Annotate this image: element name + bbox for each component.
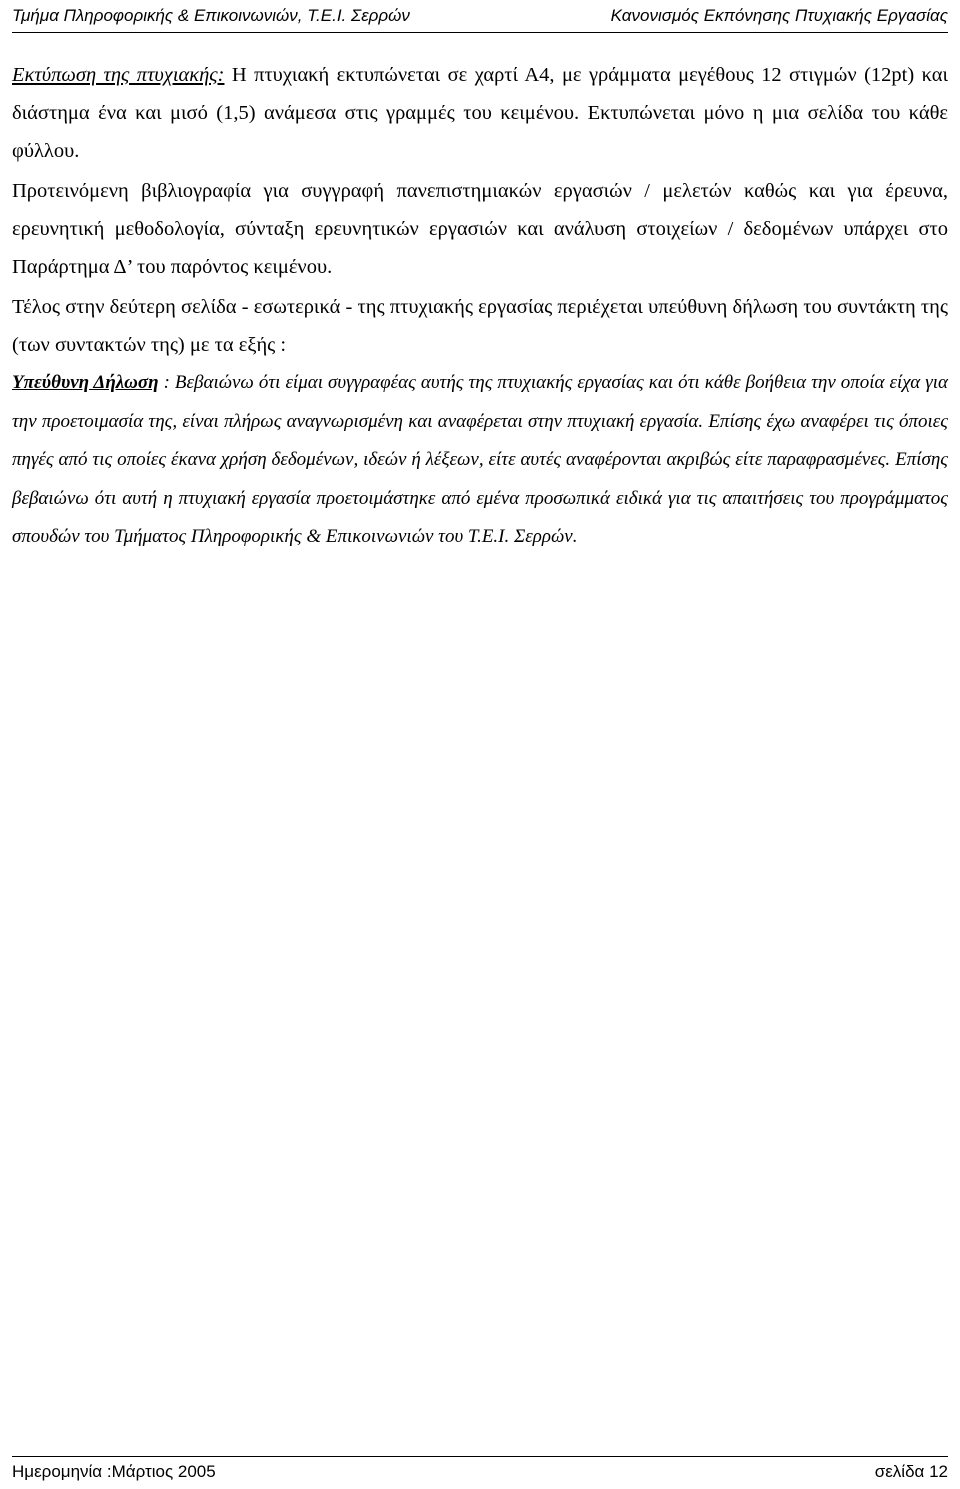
printing-text: Η πτυχιακή εκτυπώνεται σε χαρτί Α4, με γράμματα μεγέθους 12 στιγμών (12pt) και διάστημα ένα και μισό (1,5) ανάμεσα στις γραμμές του κειμένου. Εκτυπώνεται μόνο η μια σελίδα του κάθε φύλλου.: [12, 64, 949, 162]
page-header: [12, 0, 948, 33]
footer-page-number: σελίδα 12: [874, 1462, 948, 1481]
document-body: [12, 56, 948, 557]
header-department: Τμήμα Πληροφορικής & Επικοινωνιών, Τ.Ε.Ι. Σερρών: [12, 6, 410, 25]
declaration-paragraph: [12, 364, 948, 557]
footer-date: Ημερομηνία :Μάρτιος 2005: [12, 1462, 216, 1481]
footer-divider: [12, 1456, 948, 1457]
printing-paragraph: [12, 56, 948, 170]
declaration-label: Υπεύθυνη Δήλωση: [12, 372, 159, 393]
printing-label: Εκτύπωση της πτυχιακής:: [12, 64, 225, 86]
page-footer: [12, 1462, 948, 1482]
header-document-title: Κανονισμός Εκπόνησης Πτυχιακής Εργασίας: [610, 6, 948, 25]
declaration-text: : Βεβαιώνω ότι είμαι συγγραφέας αυτής της πτυχιακής εργασίας και ότι κάθε βοήθεια την οποία είχα για την προετοιμασία της, είναι πλήρως αναγνωρισμένη και αναφέρεται στην πτυχιακή εργασία. Επίσης έχω αναφέρει τις όποιες πηγές από τις οποίες έκανα χρήση δεδομένων, ιδεών ή λέξεων, είτε αυτές αναφέρονται ακριβώς είτε παραφρασμένες. Επίσης βεβαιώνω ότι αυτή η πτυχιακή εργασία προετοιμάστηκε από εμένα προσωπικά ειδικά για τις απαιτήσεις του προγράμματος σπουδών του Τμήματος Πληροφορικής & Επικοινωνιών του Τ.Ε.Ι. Σερρών.: [12, 372, 948, 547]
bibliography-paragraph: Προτεινόμενη βιβλιογραφία για συγγραφή πανεπιστημιακών εργασιών / μελετών καθώς και για έρευνα, ερευνητική μεθοδολογία, σύνταξη ερευνητικών εργασιών και ανάλυση στοιχείων / δεδομένων υπάρχει στο Παράρτημα Δ’ του παρόντος κειμένου.: [12, 180, 948, 278]
declaration-intro-paragraph: Τέλος στην δεύτερη σελίδα - εσωτερικά - της πτυχιακής εργασίας περιέχεται υπεύθυνη δήλωση του συντάκτη της (των συντακτών της) με τα εξής :: [12, 296, 948, 356]
